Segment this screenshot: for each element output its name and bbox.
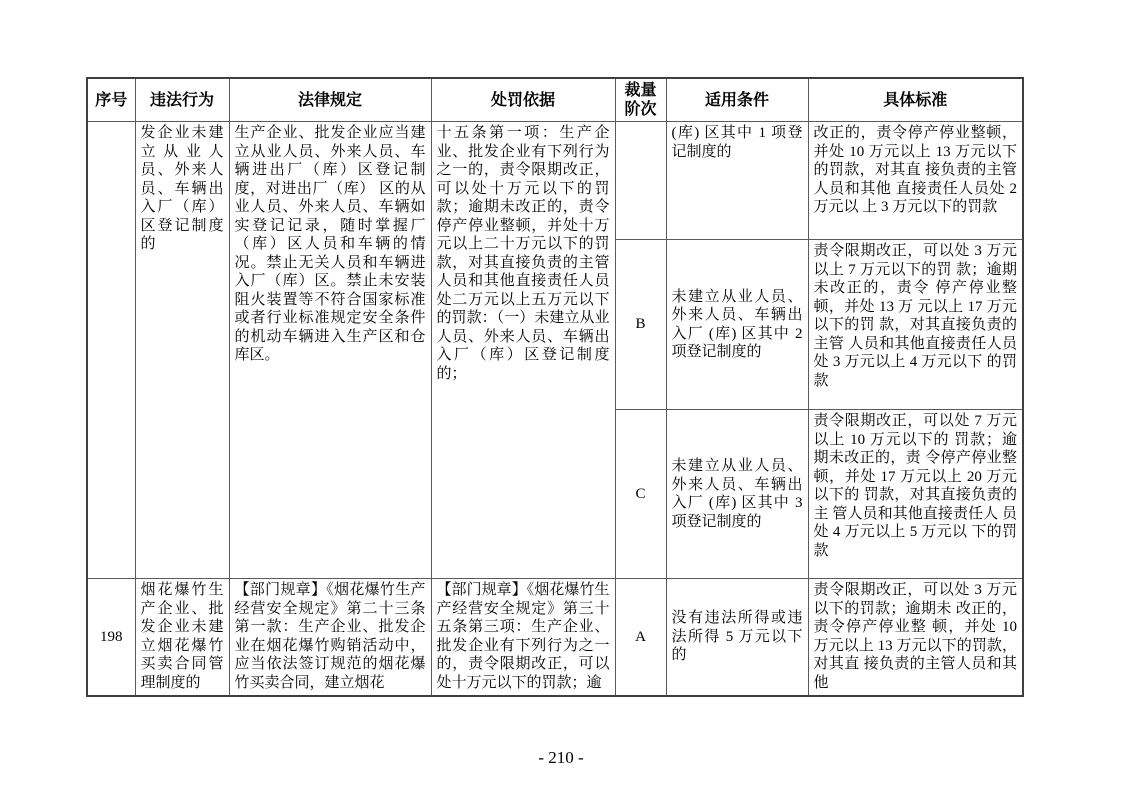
table-header-row [87,78,1023,122]
cell-condition-tier-b: 未建立从业人员、外来人员、车辆出入厂 (库) 区其中 2 项登记制度的 [666,240,808,410]
col-header-discretion-tier: 裁量阶次 [615,78,666,122]
col-header-penalty-basis: 处罚依据 [431,78,615,122]
cell-penalty-basis-198: 【部门规章】《烟花爆竹生产经营安全规定》第三十五条第三项：生产企业、批发企业有下列行为之一的，责令限期改正，可以处十万元以下的罚款；逾 [431,579,615,696]
col-header-specific-standard: 具体标准 [808,78,1023,122]
cell-standard-tier1: 改正的，责令停产停业整顿，并处 10 万元以上 13 万元以下的罚款，对其直 接负责的主管人员和其他 直接责任人员处 2 万元以 上 3 万元以下的罚款 [808,122,1023,240]
col-header-legal-provision: 法律规定 [229,78,431,122]
cell-tier-level-b: B [615,240,666,410]
cell-condition-198: 没有违法所得或违法所得 5 万元以下的 [666,579,808,696]
cell-condition-tier-c: 未建立从业人员、外来人员、车辆出入厂 (库) 区其中 3 项登记制度的 [666,410,808,579]
cell-standard-tier-c: 责令限期改正，可以处 7 万元以上 10 万元以下的 罚款；逾期未改正的，责 令停产停业整顿，并处 17 万元以上 20 万元以下的 罚款，对其直接负责的主 管人员和其他直接责任人 员处 4 万元以上 5 万元以 下的罚款 [808,410,1023,579]
penalty-standards-table [86,77,1024,697]
cell-tier-level-c: C [615,410,666,579]
page-number: - 210 - [538,748,584,767]
cell-tier-level-a: A [615,579,666,696]
cell-standard-198: 责令限期改正，可以处 3 万元以下的罚款；逾期未 改正的，责令停产停业整 顿，并处 10 万元以上 13 万元以下的罚款，对其直 接负责的主管人员和其他 [808,579,1023,696]
cell-tier-level-1 [615,122,666,240]
col-header-serial: 序号 [87,78,135,122]
cell-penalty-basis-group1: 十五条第一项：生产企业、批发企业有下列行为之一的，责令限期改正，可以处十万元以下的罚款；逾期未改正的，责令停产停业整顿，并处十万元以上二十万元以下的罚款，对其直接负责的主管人员和其他直接责任人员处二万元以上五万元以下的罚款：（一）未建立从业人员、外来人员、车辆出入厂（库）区登记制度的； [431,122,615,579]
table-row-198 [87,579,1023,696]
table-row-group1-tier1 [87,122,1023,240]
col-header-applicable-condition: 适用条件 [666,78,808,122]
cell-illegal-act-198: 烟花爆竹生产企业、批发企业未建立烟花爆竹买卖合同管理制度的 [135,579,229,696]
cell-legal-provision-group1: 生产企业、批发企业应当建立从业人员、外来人员、车辆进出厂（库）区登记制度，对进出厂（库） 区的从业人员、外来人员、车辆如实登记记录，随时掌握厂（库）区人员和车辆的情况。禁止无关人员和车辆进入厂（库）区。禁止未安装阻火装置等不符合国家标准或者行业标准规定安全条件的机动车辆进入生产区和仓库区。 [229,122,431,579]
col-header-illegal-act: 违法行为 [135,78,229,122]
cell-standard-tier-b: 责令限期改正，可以处 3 万元以上 7 万元以下的罚 款；逾期未改正的，责令 停产停业整顿，并处 13 万 元以上 17 万元以下的罚 款，对其直接负责的主管 人员和其他直接责任人员 处 3 万元以上 4 万元以下 的罚款 [808,240,1023,410]
cell-legal-provision-198: 【部门规章】《烟花爆竹生产经营安全规定》第二十三条第一款：生产企业、批发企业在烟花爆竹购销活动中，应当依法签订规范的烟花爆竹买卖合同，建立烟花 [229,579,431,696]
cell-serial-198: 198 [87,579,135,696]
cell-serial-group1 [87,122,135,579]
cell-condition-tier1: (库) 区其中 1 项登记制度的 [666,122,808,240]
cell-illegal-act-group1: 发企业未建立从业人员、外来人员、车辆出入厂（库）区登记制度的 [135,122,229,579]
